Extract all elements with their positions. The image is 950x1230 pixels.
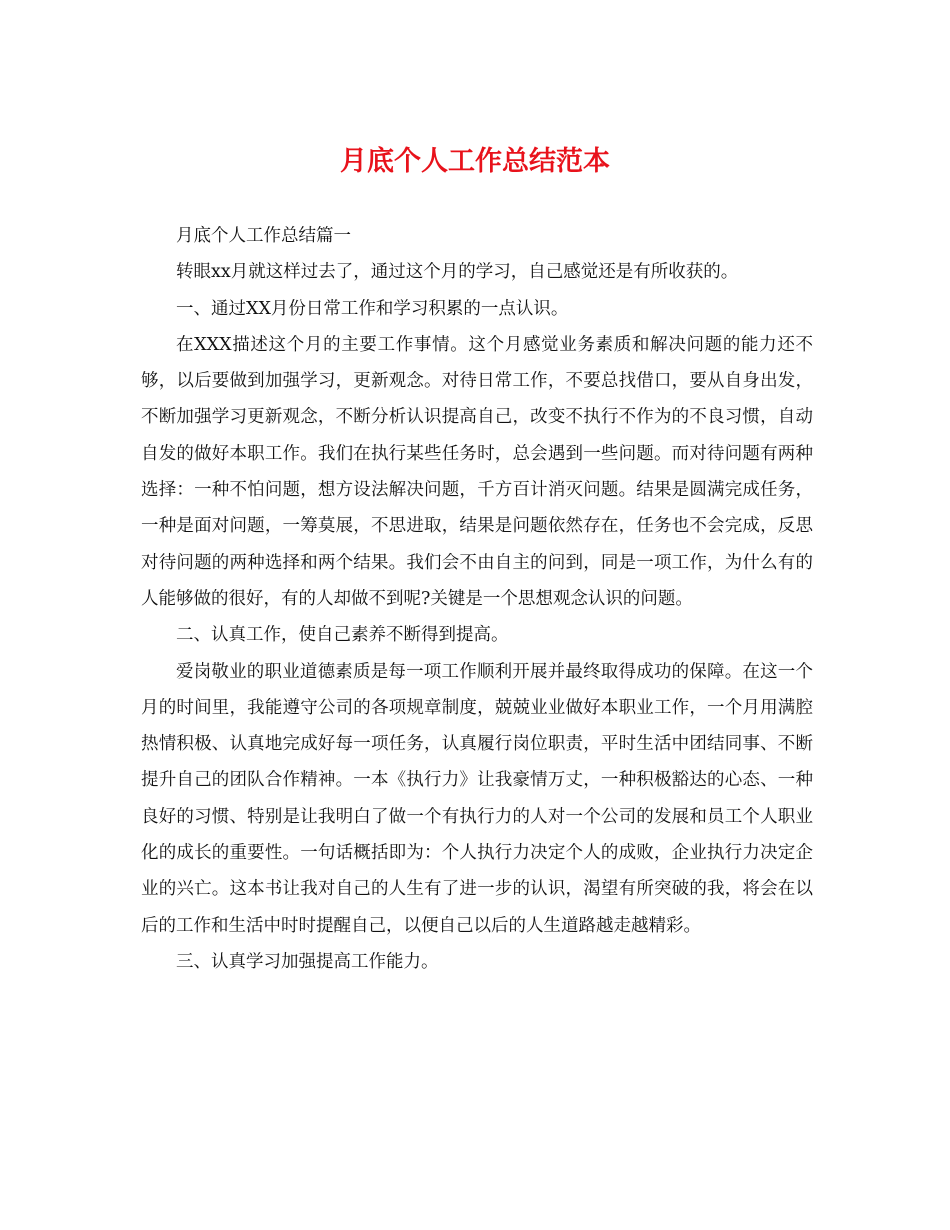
document-title: 月底个人工作总结范本 bbox=[340, 146, 610, 177]
section-heading: 月底个人工作总结篇一 bbox=[176, 226, 351, 246]
document-body bbox=[141, 218, 813, 980]
section-heading: 二、认真工作，使自己素养不断得到提高。 bbox=[176, 625, 509, 646]
section-heading: 三、认真学习加强提高工作能力。 bbox=[176, 951, 439, 972]
body-paragraph: 在XXX描述这个月的主要工作事情。这个月感觉业务素质和解决问题的能力还不够，以后要做到加强学习，更新观念。对待日常工作，不要总找借口，要从自身出发，不断加强学习更新观念，不断分析认识提高自己，改变不执行不作为的不良习惯，自动自发的做好本职工作。我们在执行某些任务时，总会遇到一些问题。而对待问题有两种选择：一种不怕问题，想方设法解决问题，千方百计消灭问题。结果是圆满完成任务，一种是面对问题，一筹莫展，不思进取，结果是问题依然存在，任务也不会完成，反思对待问题的两种选择和两个结果。我们会不由自主的问到，同是一项工作，为什么有的人能够做的很好，有的人却做不到呢?关键是一个思想观念认识的问题。 bbox=[141, 334, 813, 609]
body-paragraph: 转眼xx月就这样过去了，通过这个月的学习，自己感觉还是有所收获的。 bbox=[176, 262, 739, 283]
section-heading: 一、通过XX月份日常工作和学习积累的一点认识。 bbox=[176, 298, 569, 319]
body-paragraph: 爱岗敬业的职业道德素质是每一项工作顺利开展并最终取得成功的保障。在这一个月的时间里，我能遵守公司的各项规章制度，兢兢业业做好本职业工作，一个月用满腔热情积极、认真地完成好每一项任务，认真履行岗位职责，平时生活中团结同事、不断提升自己的团队合作精神。一本《执行力》让我豪情万丈，一种积极豁达的心态、一种良好的习惯、特别是让我明白了做一个有执行力的人对一个公司的发展和员工个人职业化的成长的重要性。一句话概括即为：个人执行力决定个人的成败，企业执行力决定企业的兴亡。这本书让我对自己的人生有了进一步的认识，渴望有所突破的我，将会在以后的工作和生活中时时提醒自己，以便自己以后的人生道路越走越精彩。 bbox=[141, 661, 813, 936]
